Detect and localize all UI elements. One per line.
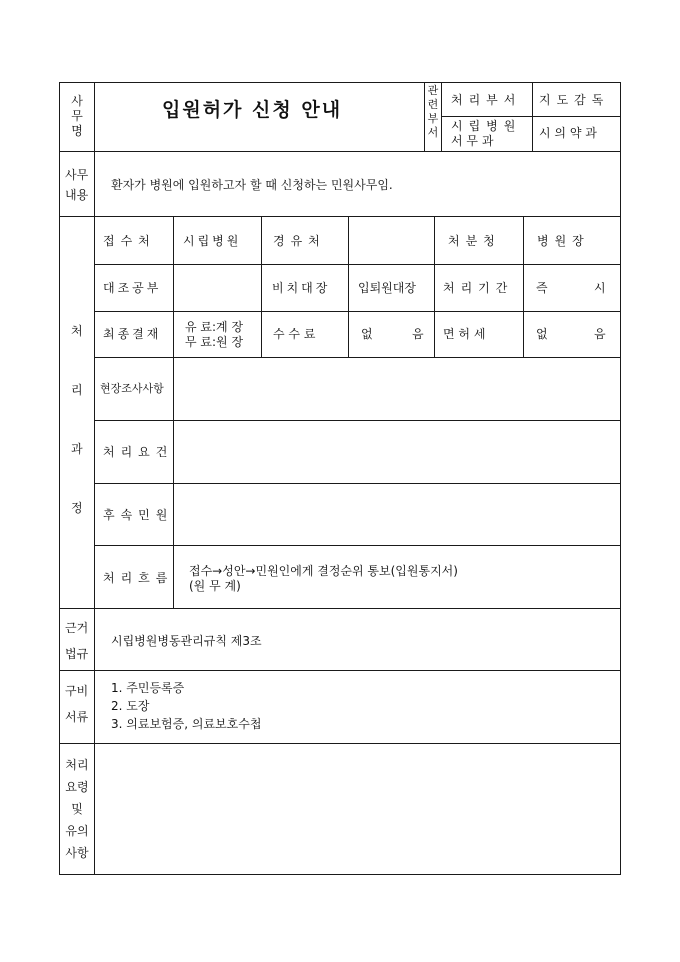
label-column-divider (94, 82, 95, 875)
processing-dept-value-line2: 서 무 과 (451, 134, 494, 148)
disposition-office-value: 병원장 (537, 234, 590, 248)
documents-label-line2: 서류 (65, 710, 89, 724)
process-side-char: 정 (71, 501, 83, 515)
fee-value-b: 음 (412, 327, 424, 341)
legal-label-line2: 법규 (65, 647, 89, 661)
related-dept-char: 서 (427, 126, 439, 139)
notes-label-line: 처리 (65, 758, 89, 772)
legal-basis-content: 시립병원병동관리규칙 제3조 (111, 634, 262, 648)
outer-right-border (620, 82, 621, 875)
keep-ledger-value: 입퇴원대장 (358, 281, 416, 295)
flow-label: 처리흐름 (103, 571, 174, 585)
related-dept-char: 부 (427, 112, 439, 125)
requirements-label: 처리요건 (103, 445, 174, 459)
license-tax-value-a: 없 (536, 327, 548, 341)
page-title: 입원허가 신청 안내 (162, 99, 343, 121)
process-col-line (434, 216, 435, 358)
document-item: 1. 주민등록증 (111, 681, 185, 695)
via-label: 경유처 (273, 234, 326, 248)
period-label: 처리기간 (443, 281, 514, 295)
reception-value: 시립병원 (183, 234, 242, 248)
fee-value-a: 없 (361, 327, 373, 341)
disposition-office-label: 처분청 (448, 234, 501, 248)
notes-label-line: 및 (71, 802, 83, 816)
legal-bottom-line (59, 670, 621, 671)
flow-line2: (원 무 계) (189, 579, 241, 593)
supervision-label: 지도감독 (539, 93, 610, 107)
affair-label-char: 명 (71, 124, 83, 138)
period-value-b: 시 (594, 281, 606, 295)
ledger-label: 대조공부 (103, 281, 162, 295)
period-value-a: 즉 (536, 281, 548, 295)
notes-label-line: 유의 (65, 824, 89, 838)
process-bottom-line (59, 608, 621, 609)
documents-bottom-line (59, 743, 621, 744)
business-content: 환자가 병원에 입원하고자 할 때 신청하는 민원사무임. (111, 178, 393, 192)
process-col-line (261, 216, 262, 358)
document-item: 2. 도장 (111, 699, 150, 713)
process-col-line (348, 216, 349, 358)
header-bottom-line (59, 151, 621, 152)
process-side-char: 과 (71, 442, 83, 456)
processing-dept-label: 처리부서 (451, 93, 522, 107)
affair-name-label (68, 94, 86, 139)
outer-bottom-border (59, 874, 621, 875)
affair-label-char: 무 (71, 109, 83, 123)
reception-label: 접수처 (103, 234, 156, 248)
outer-top-border (59, 82, 621, 83)
affair-label-char: 사 (71, 94, 83, 108)
license-tax-value-b: 음 (594, 327, 606, 341)
business-label-line1: 사무 (65, 168, 89, 182)
processing-dept-value-line1: 시립병원 (451, 119, 522, 133)
follow-up-label: 후속민원 (103, 508, 174, 522)
final-approval-label: 최종결재 (103, 327, 162, 341)
outer-left-border (59, 82, 60, 875)
notes-label-line: 사항 (65, 846, 89, 860)
process-side-char: 리 (71, 383, 83, 397)
related-dept-label (425, 84, 441, 140)
documents-label-line1: 구비 (65, 684, 89, 698)
flow-line1: 접수→성안→민원인에게 결정순위 통보(입원통지서) (189, 564, 458, 578)
keep-ledger-label: 비치대장 (272, 281, 331, 295)
business-bottom-line (59, 216, 621, 217)
process-side-char: 처 (71, 324, 83, 338)
related-dept-char: 관 (427, 84, 439, 97)
supervision-value: 시 의 약 과 (539, 126, 597, 140)
business-label-line2: 내용 (65, 188, 89, 202)
document-item: 3. 의료보험증, 의료보호수첩 (111, 717, 262, 731)
fee-label: 수 수 료 (273, 327, 316, 341)
site-survey-label: 현장조사사항 (100, 382, 164, 395)
notes-label (61, 754, 93, 864)
process-col-line (523, 216, 524, 358)
dept-row-divider (441, 116, 621, 117)
process-label-divider (173, 216, 174, 608)
final-approval-line2: 무 료:원 장 (185, 335, 244, 349)
license-tax-label: 면 허 세 (443, 327, 486, 341)
related-dept-char: 련 (427, 98, 439, 111)
legal-label-line1: 근거 (65, 621, 89, 635)
final-approval-line1: 유 료:계 장 (185, 320, 244, 334)
notes-label-line: 요령 (65, 780, 89, 794)
